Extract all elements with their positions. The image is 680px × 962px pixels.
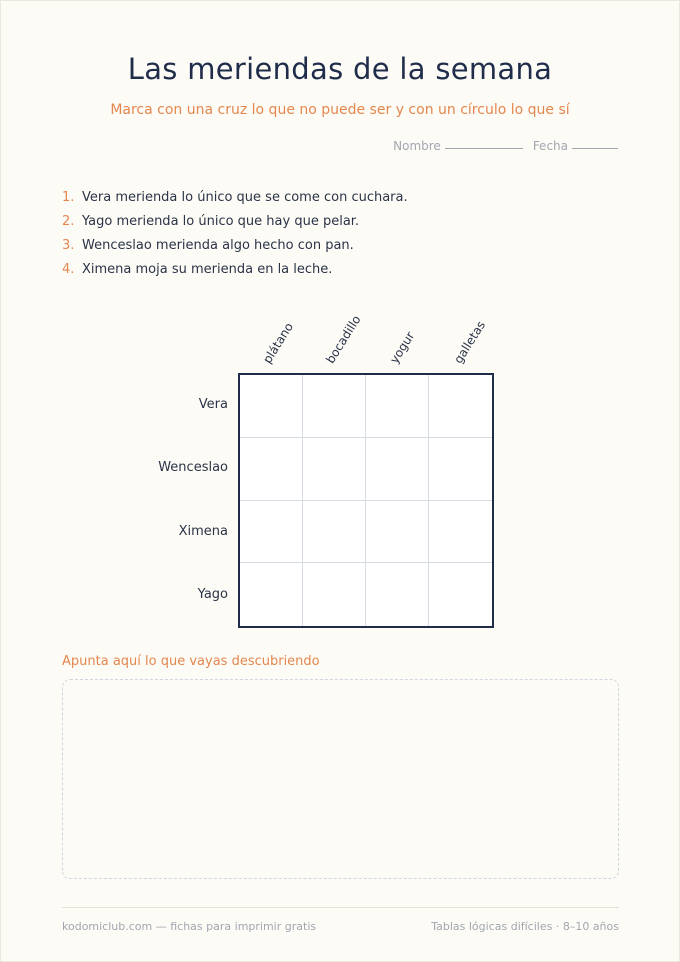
grid-cell[interactable] — [303, 375, 366, 438]
footer-category-text: Tablas lógicas difíciles · 8–10 años — [431, 920, 619, 933]
grid-column-labels — [238, 300, 494, 370]
page-title: Las meriendas de la semana — [127, 52, 553, 86]
row-label-vera: Vera — [198, 397, 228, 412]
grid-cell[interactable] — [429, 501, 492, 564]
clue-item — [62, 210, 408, 234]
grid-cell[interactable] — [303, 563, 366, 626]
grid-cell[interactable] — [240, 438, 303, 501]
row-label-yago: Yago — [197, 587, 228, 602]
footer-site-text: kodomiclub.com — fichas para imprimir gratis — [62, 920, 317, 933]
clue-text: Ximena moja su merienda en la leche. — [82, 262, 333, 277]
row-label-wenceslao: Wenceslao — [158, 460, 228, 475]
clue-list — [62, 186, 408, 282]
clue-text: Vera merienda lo único que se come con cuchara. — [82, 190, 408, 205]
grid-cell[interactable] — [240, 501, 303, 564]
column-label-galletas: galletas — [451, 318, 489, 366]
name-blank[interactable] — [445, 147, 523, 149]
footer-divider — [62, 907, 619, 908]
clue-number: 1. — [62, 190, 75, 205]
grid-cell[interactable] — [366, 375, 429, 438]
column-label-bocadillo: bocadillo — [323, 312, 364, 366]
name-label: Nombre — [393, 139, 441, 153]
clue-item — [62, 258, 408, 282]
grid-cell[interactable] — [366, 438, 429, 501]
clue-number: 2. — [62, 214, 75, 229]
grid-cell[interactable] — [429, 375, 492, 438]
name-date-row — [393, 139, 618, 153]
clue-number: 3. — [62, 238, 75, 253]
grid-cell[interactable] — [429, 563, 492, 626]
clue-text: Yago merienda lo único que hay que pelar. — [82, 214, 360, 229]
grid-cell[interactable] — [240, 375, 303, 438]
grid-cell[interactable] — [240, 563, 303, 626]
row-label-ximena: Ximena — [178, 524, 228, 539]
column-label-yogur: yogur — [387, 329, 418, 366]
grid-cell[interactable] — [303, 501, 366, 564]
date-label: Fecha — [532, 139, 568, 153]
grid-cell[interactable] — [303, 438, 366, 501]
date-blank[interactable] — [572, 147, 618, 149]
clue-number: 4. — [62, 262, 75, 277]
grid-cell[interactable] — [366, 501, 429, 564]
grid-cell[interactable] — [429, 438, 492, 501]
clue-item — [62, 234, 408, 258]
notes-label: Apunta aquí lo que vayas descubriendo — [62, 654, 320, 669]
column-label-platano: plátano — [260, 320, 297, 366]
logic-grid — [238, 373, 494, 628]
clue-item — [62, 186, 408, 210]
clue-text: Wenceslao merienda algo hecho con pan. — [82, 238, 354, 253]
notes-area[interactable] — [62, 679, 619, 879]
grid-cell[interactable] — [366, 563, 429, 626]
page-subtitle: Marca con una cruz lo que no puede ser y con un círculo lo que sí — [110, 102, 570, 118]
